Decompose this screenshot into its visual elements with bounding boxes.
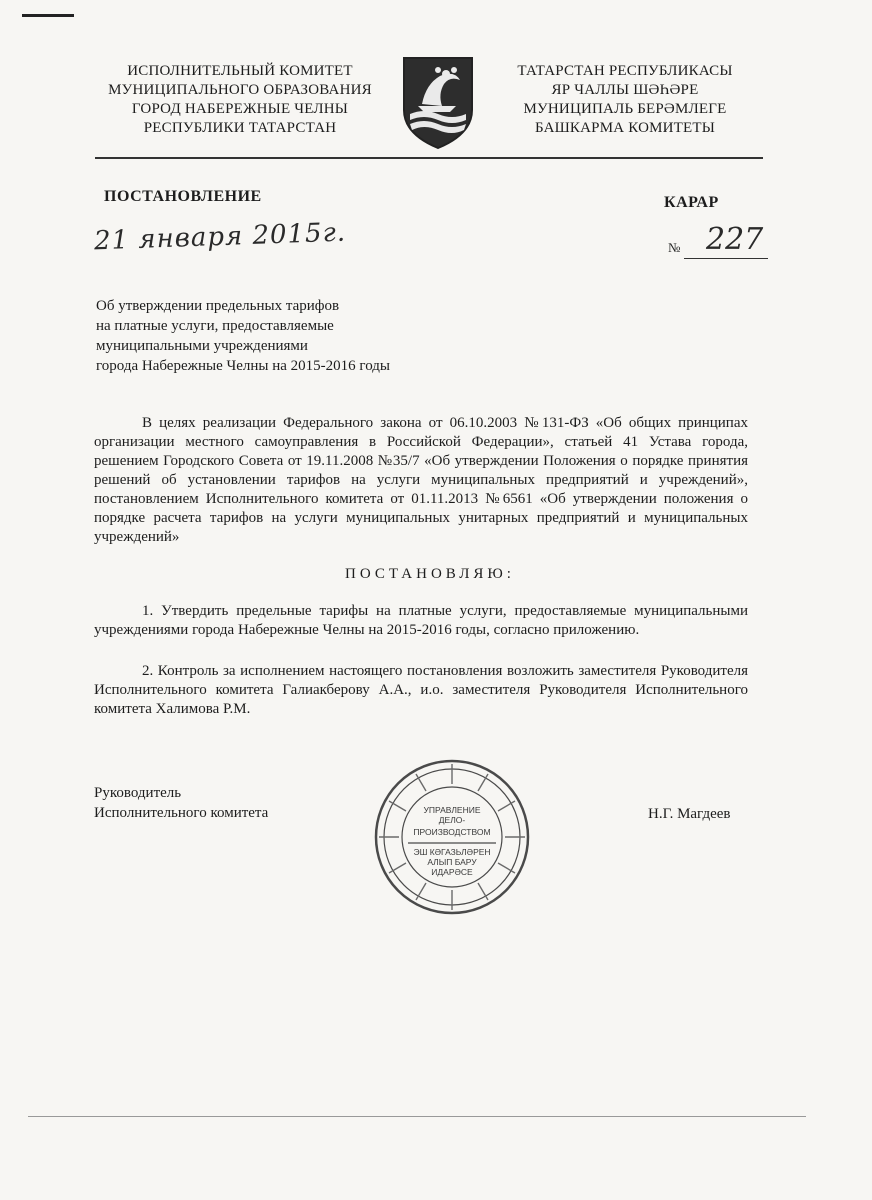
clause-1: 1. Утвердить предельные тарифы на платные услуги, предоставляемые муниципальными учреждениями города Набережные Челны на 2015-2016 годы, согласно приложению.: [94, 603, 748, 638]
header-left-line: РЕСПУБЛИКИ ТАТАРСТАН: [143, 120, 337, 136]
number-sign: №: [668, 240, 681, 255]
header-right-line: МУНИЦИПАЛЬ БЕРӘМЛЕГЕ: [523, 101, 727, 117]
subject-line: Об утверждении предельных тарифов: [96, 298, 340, 314]
stamp-line: ИДАРӘСЕ: [431, 867, 473, 877]
signatory-title-line: Исполнительного комитета: [94, 805, 269, 821]
document-subject: [96, 296, 476, 376]
handwritten-date: 21 января 2015г.: [93, 217, 347, 257]
header-left-line: МУНИЦИПАЛЬНОГО ОБРАЗОВАНИЯ: [108, 82, 372, 98]
clause-2: 2. Контроль за исполнением настоящего постановления возложить заместителя Руководителя Исполнительного комитета Галиакберову А.А., и.о. заместителя Руководителя Исполнительного комитета Халимова Р.М.: [94, 663, 748, 717]
header-left-org-name: [80, 62, 400, 138]
stamp-line: ЭШ КӘГАЗЬЛӘРЕН: [413, 847, 491, 857]
signatory-title: [94, 783, 268, 823]
header-left-line: ИСПОЛНИТЕЛЬНЫЙ КОМИТЕТ: [127, 63, 353, 79]
signatory-title-line: Руководитель: [94, 785, 182, 801]
scan-bottom-edge: [28, 1116, 806, 1117]
subject-line: на платные услуги, предоставляемые: [96, 318, 334, 334]
header-right-org-name: [490, 62, 760, 138]
signatory-name: Н.Г. Магдеев: [648, 806, 731, 822]
stamp-line: ПРОИЗВОДСТВОМ: [413, 827, 491, 837]
doc-type-karar: КАРАР: [664, 194, 719, 211]
decree-heading: ПОСТАНОВЛЯЮ:: [345, 566, 515, 582]
header-right-line: БАШКАРМА КОМИТЕТЫ: [534, 120, 716, 136]
header-right-line: ЯР ЧАЛЛЫ ШӘҺӘРЕ: [551, 82, 699, 98]
document-number: [668, 222, 768, 260]
stamp-line: АЛЫП БАРУ: [427, 857, 477, 867]
scan-edge-mark: [22, 14, 74, 17]
handwritten-number: 227: [706, 222, 764, 257]
header-right-line: ТАТАРСТАН РЕСПУБЛИКАСЫ: [517, 63, 733, 79]
header-left-line: ГОРОД НАБЕРЕЖНЫЕ ЧЕЛНЫ: [131, 101, 349, 117]
subject-line: муниципальными учреждениями: [96, 338, 308, 354]
number-underline: [684, 258, 768, 259]
official-seal-stamp: [372, 757, 532, 917]
subject-line: города Набережные Челны на 2015-2016 годы: [96, 358, 390, 374]
stamp-line: ДЕЛО-: [438, 815, 466, 825]
header-divider: [95, 157, 763, 159]
city-coat-of-arms-icon: [400, 54, 476, 150]
stamp-line: УПРАВЛЕНИЕ: [423, 805, 481, 815]
preamble-paragraph: В целях реализации Федерального закона от 06.10.2003 №131-ФЗ «Об общих принципах организации местного самоуправления в Российской Федерации», статьей 41 Устава города, решением Городского Совета от 19.11.2008 №35/7 «Об утверждении Положения о порядке принятия решений об установлении тарифов на услуги муниципальных предприятий и учреждений», постановлением Исполнительного комитета от 01.11.2013 №6561 «Об утверждении положения о порядке расчета тарифов на услуги муниципальных унитарных предприятий и муниципальных учреждений»: [94, 415, 748, 545]
doc-type-postanovlenie: ПОСТАНОВЛЕНИЕ: [104, 188, 262, 205]
